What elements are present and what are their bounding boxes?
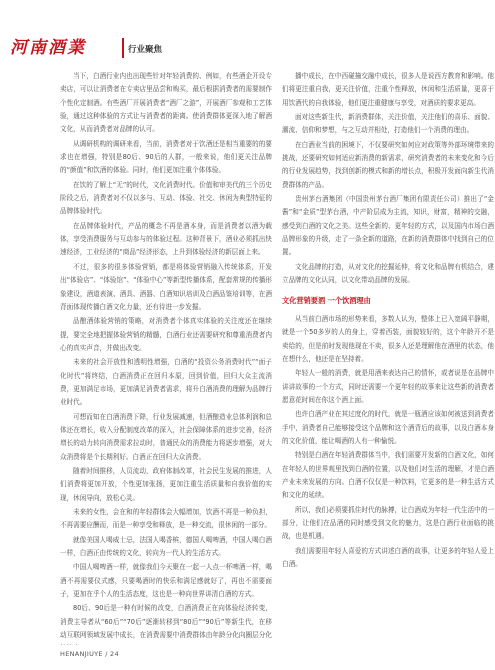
page-footer: HENANJIUYE / 24 [60,650,119,658]
title-divider [122,38,124,58]
paragraph: 未来的社会开放性和透明性增强，白酒的“投资公务消费时代”“面子化时代”将终结，白酒消费正在回归本原，回到价值，回归大众主流消费，更加满足市场，更加满足消费者需求，将升白酒消费的理解为品牌行业时代。 [60,358,272,407]
paragraph: 中国人喝啤酒一样，就像我们今天聚在一起一人点一杯啤酒一样，喝酒不再需要仪式感，只要喝酒时的快乐和满足感就好了，再也不需要面子，更加在乎个人的生活态度，这也是一种向世界讲清白酒的方式。 [60,563,272,599]
paragraph: 不过，很多的很多体验营销，都是将体验营销融入传统体系，开发出“体验店”、“体验馆”、“体验中心”等新型传播体系，配套常规的传播形象建设，酒道表演、酒具、酒器、白酒知识培训及白酒品鉴培训等，在酒背面体现传播白酒文化力量，还有待进一步发掘。 [60,262,272,311]
paragraph: 从调研机构的调研来看，当前，消费者对于饮酒还是相当重要的的要求也在增强，特别是80后、90后的人群，一般来说，他们更关注品牌的“颜值”和饮酒的体验。同时，他们更加注重个体体验。 [60,139,272,175]
paragraph: 可想而知在白酒消费下降，行业发展减速，但酒酿造业总体利润和总体还在增长，收入分配制度改革的深入，社会保障体系的进步完善，经济增长的动力转向消费需求拉动时，普通民众的消费能力将逐步增强，对大众消费将是个长期利好。白酒正在回归大众消费。 [60,412,272,461]
paragraph: 品酿酒体验营销的策略，对消费者个体真实体验的关注度还在继续提，要完全地把握体验营销的精髓，白酒行业还需要研究和尊重消费者内心的真实声音，并做出改变。 [60,317,272,352]
right-column [282,70,494,645]
left-column [60,70,272,645]
paragraph: 所以，我们必须要抓住时代的脉搏，让白酒成为年轻一代生活中的一部分，让他们在品酒的同时感受到文化的魅力，这是白酒行业面临的挑战，也是机遇。 [282,505,494,541]
paragraph: 面对这些新生代，新消费群体，关注价值，关注他们的喜乐、面貌、潮流、信仰和梦想，与之互动并相处，打造他们一个消费的理由。 [282,113,494,135]
paragraph: 播中成长，在中西碰撞交融中成长，很多人是说西方教育和影响。他们将更注重自我，更关注价值，注重个性释放，休闲和生活质量，更喜于用饮酒代的自我体验，他们更注重健康与享受，对酒质的要求更高。 [282,72,494,107]
paragraph: 文化品牌的打造，从对文化的挖掘延伸，将文化和品牌有机结合，建立品牌的文化认同，以文化带动品牌的发展。 [282,262,494,285]
paragraph: 从当前白酒市场的形势来看，多数人认为，整体上已入宽阔平静期，就是一个50多岁的人的身上，穿着西装，面貌较好的，这个年龄开不是卖给的，但是前时发现他现在不卖，很多人还是理解他在酒里的状态，他在想什么，他还是在坚持着。 [282,314,494,363]
paragraph: 在白酒业当前的困境下，不仅要研究如何应对政策等外部环境带来的挑战，还要研究如何适应新消费的新需求，研究消费者的未来变化和今后的行业发展趋势，找到创新的模式和新的增长点，积极开发面向新生代消费群体的产品。 [282,140,494,189]
page-header [0,0,495,62]
paragraph: 当下，白酒行业内也出现些针对年轻消费的、例如，有些酒企开设专卖店，可以让消费者在专卖店里品尝和购买，最后根据消费者的需要制作个性化定制酒。有些酒厂开展消费者“酒厂之游”，开展酒厂参观和工艺体验，通过这种体验的方式让与消费者的距离。使消费群体更深入地了解酒文化，从而消费者对品牌的认可。 [60,72,272,134]
section-subheading: 文化营销要酒 一个饮酒理由 [282,295,371,305]
paragraph: 未来的女性，会在和的年轻群体会大幅增加，饮酒不再是一种负担，不再需要应酬而，而是一种享受和释放，是一种交流，很休闲的一部分。 [60,508,272,530]
section-label: 行业聚焦 [128,45,163,55]
paragraph: 在品牌体验时代，产品的概念不再是酒本身，而是消费者以酒为载体，享受消费服务与互动参与的体验过程。这种背景下，酒业必须抓出快速经济，工业经济的“商品”经济形态，上升到体验经济的新层面上来。 [60,221,272,257]
paragraph: 在饮的了解上“无”的时代，文化消费时代。价值和审美代的三个历史阶段之后，消费者对不仅以多与、互动、体验、社交、休闲为典型特征的品牌体验时代。 [60,180,272,216]
paragraph: 年轻人一般的消费，就是用酒来表达自己的情怀，或者说是在品牌中讲讲故事的一个方式，同时还需要一个更年轻的故事来让这些新的消费者愿意花时间在你这个酒上面。 [282,369,494,404]
paragraph: 特别是白酒在年轻消费群体当中，我们需要开发新的白酒文化，如何在年轻人的世界观里找到白酒的位置，以及他们对生活的理解，才是白酒产业未来发展的方向。白酒不仅仅是一种饮料，它更多的是一种生活方式和文化的延续。 [282,451,494,500]
magazine-title: 河南酒業 [10,38,86,58]
paragraph: 随着时间推移，人员流动，政府体制改革，社会民生发展的推进，人们消费将更加开放，个性更加张扬，更加注重生活质量和自我价值的实现，休闲导向，放松心灵。 [60,466,272,502]
paragraph: 也许白酒产业在其过度化的时代，就是一瓶酒应该如何被送到消费者手中，消费者自己能够接受这个品牌和这个酒背后的故事，以及白酒本身的文化价值，能让喝酒的人有一种愉悦。 [282,410,494,445]
paragraph: 就像美国人喝威士忌，法国人喝香槟，德国人喝啤酒，中国人喝白酒一样，白酒正由传统的文化，转向为一代人的生活方式。 [60,535,272,558]
paragraph: 我们需要用年轻人喜爱的方式讲述白酒的故事，让更多的年轻人爱上白酒。 [282,546,494,569]
paragraph: 贵州茅台酒集团（中国贵州茅台酒厂集团有限责任公司）推出了“金酱”和“金质”型茅台酒，中产阶层成为主流，知识，财富，精神的交融，感受到白酒的文化之美。这些全新的、更年轻的方式，以及国内市场白酒品牌形象的升级，走了一条全新的道路，在新的消费群体中找到自己的位置。 [282,195,494,257]
paragraph: 80后、90后是一种有时候的改变，白酒消费正在向体验经济转变，消费主导者从“60后”“70后”逐渐转移到“80后”“90后”等新生代，在移动互联网领域发展中成长，在消费需要中消费群体由年龄分化向圈层分化 [60,604,272,640]
